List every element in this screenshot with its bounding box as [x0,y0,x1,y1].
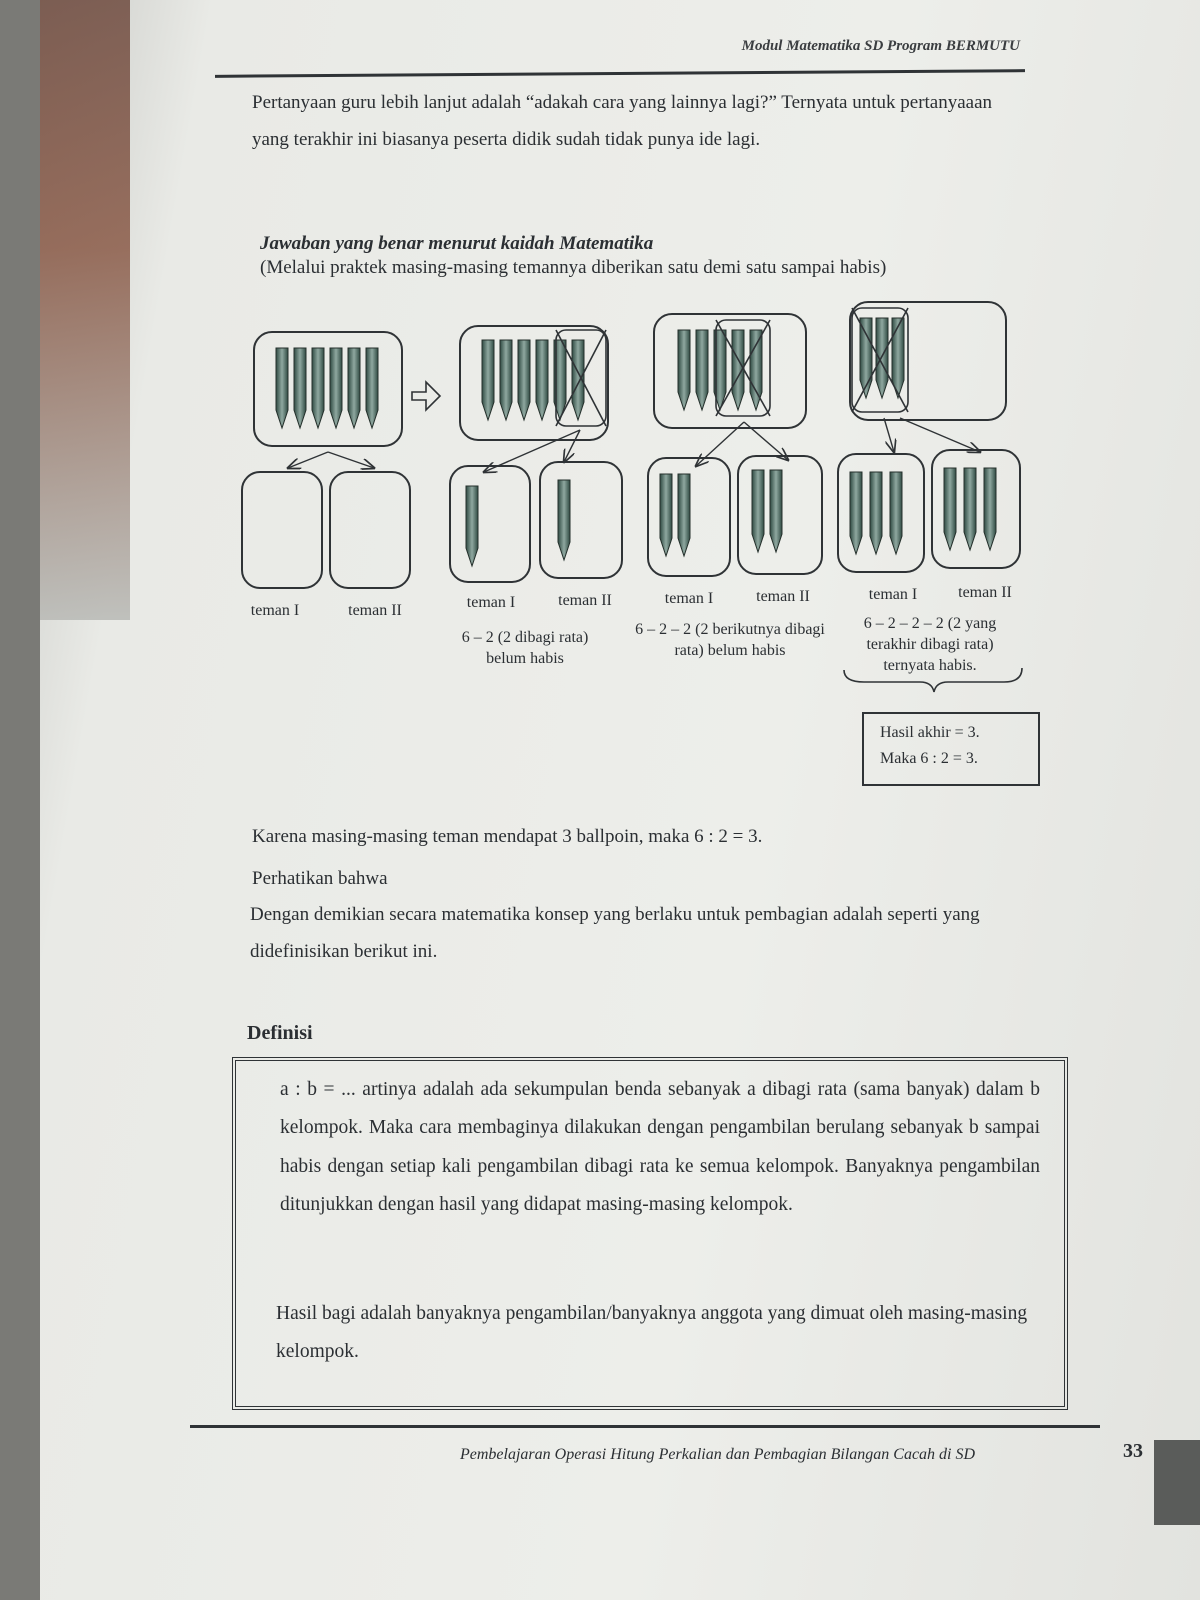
definition-paragraph-2: Hasil bagi adalah banyaknya pengambilan/banyaknya anggota yang dimuat oleh masing-masing kelompok. [276,1303,1028,1363]
stage4-arrow-right [900,418,980,452]
definition-box [232,1057,1068,1410]
stage2-pen-3 [518,340,530,420]
perhatikan-text: Perhatikan bahwa [252,868,388,889]
stage4-pen-2 [876,318,888,398]
conclusion-text: Karena masing-masing teman mendapat 3 ballpoin, maka 6 : 2 = 3. [252,826,763,847]
definition-paragraph-1: a : b = ... artinya adalah ada sekumpulan benda sebanyak a dibagi rata (sama banyak) dalam b kelompok. Maka cara membaginya dilakukan dengan pengambilan berulang sebanyak b sampai habis dengan setiap kali pengambilan dibagi rata ke semua kelompok. Banyaknya pengambilan ditunjukkan dengan hasil yang didapat masing-masing kelompok. [280,1079,1040,1216]
label-teman-2d: teman II [958,584,1012,601]
definition-heading: Definisi [247,1022,313,1044]
stage1-pen-5 [348,348,360,428]
stage1-pen-6 [366,348,378,428]
stage3-teman1-pen-2 [678,474,690,556]
stage1-pen-1 [276,348,288,428]
transition-paragraph: Dengan demikian secara matematika konsep yang berlaku untuk pembagian adalah seperti yang didefinisikan berikut ini. [250,904,980,963]
stage4-source-box [850,302,1006,420]
stage2-pen-1 [482,340,494,420]
section-title: Jawaban yang benar menurut kaidah Matematika [260,233,654,254]
caption-step-4: 6 – 2 – 2 – 2 (2 yang terakhir dibagi rata) ternyata habis. [863,615,997,674]
label-teman-2a: teman II [348,602,402,619]
page-shadow [40,0,130,620]
stage1-arrow-right [328,452,374,468]
result-line-2: Maka 6 : 2 = 3. [880,749,978,767]
section-note: (Melalui praktek masing-masing temannya diberikan satu demi satu sampai habis) [260,257,887,278]
stage1-teman1-box [242,472,322,588]
stage3-teman1-pen-1 [660,474,672,556]
label-teman-1b: teman I [466,594,516,611]
stage3-pen-1 [678,330,690,410]
running-header: Modul Matematika SD Program BERMUTU [741,38,1020,54]
result-line-1: Hasil akhir = 3. [880,724,980,741]
stage2-pen-2 [500,340,512,420]
caption-step-3: 6 – 2 – 2 (2 berikutnya dibagi rata) belum habis [635,621,825,659]
stage3-teman2-pen-1 [752,470,764,552]
page-number: 33 [1123,1440,1143,1462]
stage1-arrow-left [288,452,328,468]
stage4-teman1-pen-2 [870,472,882,554]
stage2-teman1-box [450,466,530,582]
stage3-pen-2 [696,330,708,410]
division-illustration [240,300,1050,800]
stage4-teman2-pen-3 [984,468,996,550]
stage1-pen-3 [312,348,324,428]
stage4-teman2-pen-1 [944,468,956,550]
intro-paragraph: Pertanyaan guru lebih lanjut adalah “adakah cara yang lainnya lagi?” Ternyata untuk pertanyaaan yang terakhir ini biasanya peserta didik sudah tidak punya ide lagi. [252,92,993,151]
book-page [40,0,1200,1600]
footer-title: Pembelajaran Operasi Hitung Perkalian dan Pembagian Bilangan Cacah di SD [460,1446,976,1463]
label-teman-2c: teman II [756,588,810,605]
stage2-arrow-right [564,430,580,462]
stage4-teman2-pen-2 [964,468,976,550]
label-teman-1a: teman I [250,602,300,619]
result-box [862,712,1040,786]
label-teman-2b: teman II [558,592,612,609]
stage-arrow-icon [412,382,440,410]
stage1-teman2-box [330,472,410,588]
caption-step-2: 6 – 2 (2 dibagi rata) belum habis [461,629,589,667]
stage2-teman1-pen [466,486,478,566]
stage4-teman1-pen-3 [890,472,902,554]
header-rule [215,69,1025,78]
stage1-pen-4 [330,348,342,428]
stage2-pen-4 [536,340,548,420]
footer-rule [190,1425,1100,1428]
stage3-source-box [654,314,806,428]
label-teman-1c: teman I [664,590,714,607]
label-teman-1d: teman I [868,586,918,603]
stage4-arrow-left [884,418,894,452]
stage1-pen-2 [294,348,306,428]
stage2-teman2-pen [558,480,570,560]
stage4-teman1-pen-1 [850,472,862,554]
stage3-teman2-pen-2 [770,470,782,552]
background-edge [1154,1440,1200,1525]
stage2-teman2-box [540,462,622,578]
